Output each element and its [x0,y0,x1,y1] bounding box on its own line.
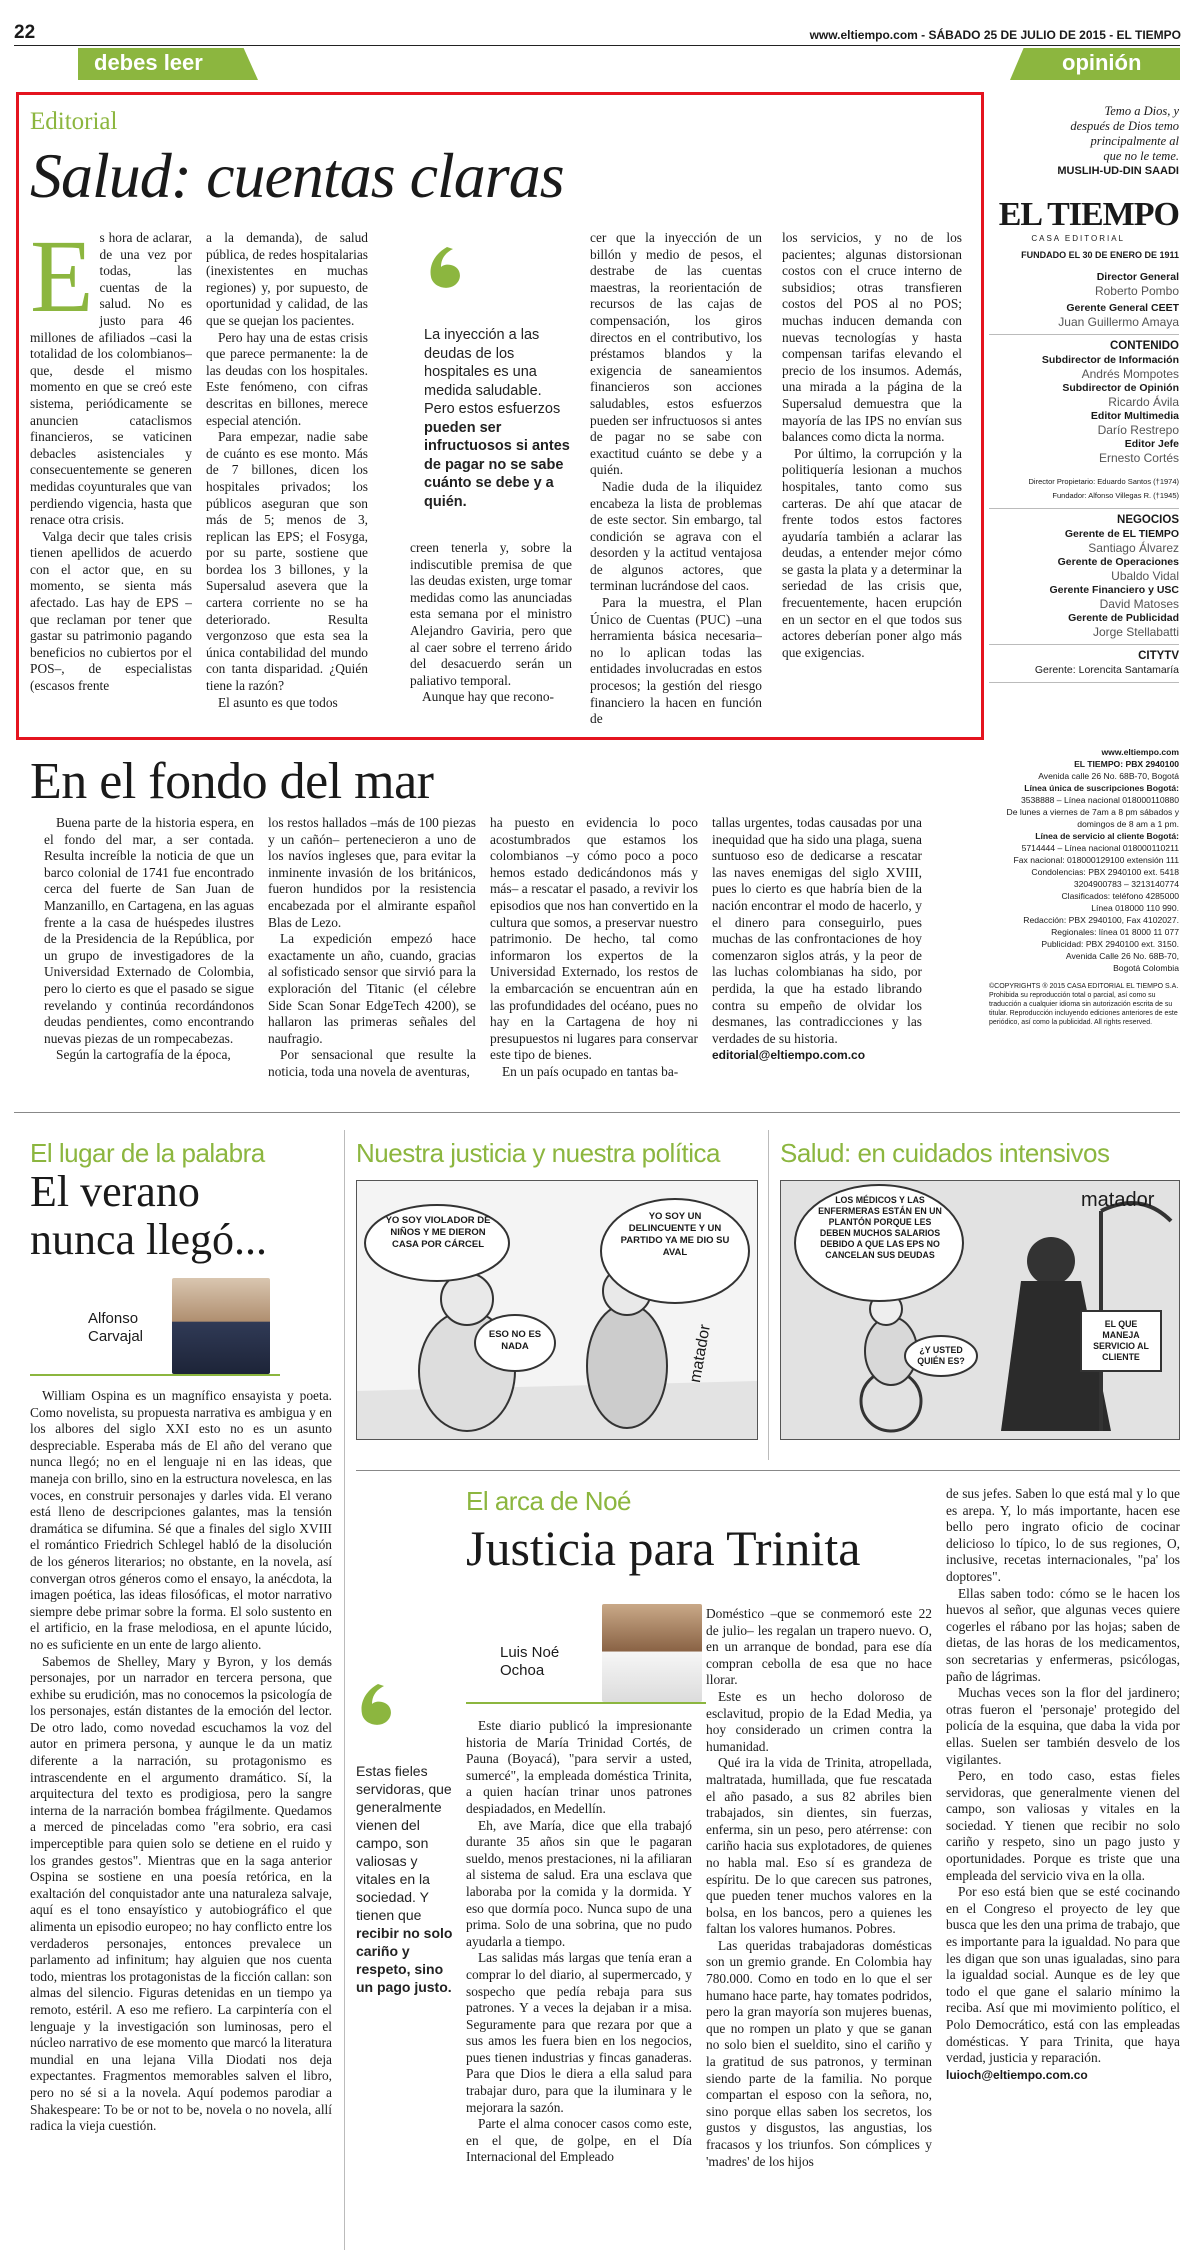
cartoon2-bubble-3: EL QUE MANEJA SERVICIO AL CLIENTE [1093,1319,1149,1362]
palabra-text [30,1388,332,2248]
masthead-motto [1009,104,1179,179]
editorial-col-1-para: Valga decir que tales crisis tienen apellidos de acuerdo con el actor que, en su momento, se sienta más afectado. Las hay de EPS –que reclaman por tener que gastar su patrimonio pagando beneficios no cubiertos por el POS–, de especialistas (escasos frente [30,528,192,694]
pull-quote-bold: pueden ser infructuosos si antes de pagar no se sabe cuánto se debe y a quién. [424,419,570,510]
contenido-role-4: Editor Jefe [1124,438,1179,450]
editorial-kicker: Editorial [30,108,118,135]
palabra-kicker: El lugar de la palabra [30,1138,265,1168]
contact-line-5: 3538888 – Línea nacional 018000110880 [1020,795,1179,805]
noe-kicker: El arca de Noé [466,1486,631,1516]
palabra-title-line-2: nunca llegó... [30,1215,268,1264]
editorial-col-2-para-2: Pero hay una de estas crisis que parece permanente: la de las deudas con los hospitales. Este fenómeno, con cifras descritas en billones, merece especial atención. [206,329,368,428]
mar-col-2-para-1: los restos hallados –más de 100 piezas y un cañón– pertenecieron a uno de los navíos ingleses que, para evitar la inminente invasión de los británicos, fueron hundidos por la resistencia encabezada por el almirante español Blas de Lezo. [268,815,476,930]
divider-mid [14,1112,1180,1113]
mar-col-2-para-3: Por sensacional que resulte la noticia, toda una novela de aventuras, [268,1047,476,1079]
editorial-col-3-para-2: Aunque hay que recono- [422,689,554,705]
motto-line-2: después de Dios temo [1070,119,1179,133]
editorial-col-2-para-1: a la demanda), de salud pública, de redes hospitalarias (inexistentes en muchas regiones) y, por supuesto, de oportunidad y calidad, de las que se quejan los pacientes. [206,230,368,328]
pull-quote-text: La inyección a las deudas de los hospitales es una medida saludable. Pero estos esfuerzos [424,327,561,417]
cartoon1-bubble-2: ESO NO ES NADA [488,1329,542,1352]
contenido-name-2: Ricardo Ávila [1108,395,1179,409]
staff-name-2: Juan Guillermo Amaya [1058,315,1179,329]
mar-email[interactable]: editorial@eltiempo.com.co [712,1048,866,1063]
noe-col-2-para-1: Doméstico –que se conmemoró este 22 de julio– les regalan un trapero nuevo. O, en un arranque de bondad, para ese día compran cebolla de esa que no hace llorar. [706,1606,932,1688]
copyright-text: ©COPYRIGHTS ® 2015 CASA EDITORIAL EL TIEMPO S.A. Prohibida su reproducción total o parcial, así como su traducción a cualquier idioma sin autorización escrita de su titular. Reproducción incluyendo ediciones anteriores de este periódico, así como la publicidad. All rights reserved. [989,983,1179,1026]
noe-quote-mark-icon [356,1680,400,1730]
palabra-vrule [344,1130,345,2250]
contenido-role-2: Subdirector de Opinión [1062,382,1179,394]
cartoon2-kicker: Salud: en cuidados intensivos [780,1138,1110,1168]
motto-line-3: principalmente al [1090,134,1179,148]
motto-author: MUSLIH-UD-DIN SAADI [1057,165,1179,177]
contact-line-9: 5714444 – Línea nacional 018000110211 [1021,843,1179,853]
mar-col-1 [44,815,254,1085]
palabra-author-first: Alfonso [88,1310,139,1327]
editorial-col-2-para-4: El asunto es que todos [218,694,338,710]
header-site-date: www.eltiempo.com - SÁBADO 25 DE JULIO DE 2015 - EL TIEMPO [809,28,1181,42]
el-tiempo-logo: EL TIEMPO [998,196,1179,233]
noe-col-3-para-1: de sus jefes. Saben lo que está mal y lo que es arepa. Y, lo más importante, hacen ese bello pero ingrato oficio de cocinar delicioso lo típico, lo de sus regiones, O, inclusive, recetas internacionales, "pa' los doptores". [946,1486,1180,1584]
page-number: 22 [14,22,36,43]
header-rule [14,45,1180,46]
noe-col-1-para-4: Parte el alma conocer casos como este, en el que, de golpe, en el Día Internacional del Empleado [466,2116,692,2165]
editorial-col-5-para-2: Por último, la corrupción y la politiquería lesionan a muchos hospitales, tanto como sus carteras. De ahí que atacar de frente todos estos factores ayudaría también a aclarar las deudas, a entender mejor cómo se gasta la plata y a determinar la seriedad de las crisis que, frecuentemente, hacen erupción en un sector en el que todos sus actores deberían poner algo más que exigencias. [782,445,962,660]
quote-mark-icon [425,243,469,293]
contenido-name-3: Darío Restrepo [1097,423,1179,437]
editorial-col-4 [590,230,762,728]
negocios-name-3: David Matoses [1099,597,1179,611]
noe-col-1-para-2: Eh, ave María, dice que ella trabajó durante 35 años sin que le pagaran sueldo, menos prestaciones, ni la afiliaran al sistema de salud. Era una esclava que laboraba por la comida y la dormida. Y eso que dormía poco. Nunca supo de una prima. Solo de una sobrina, que no pudo ayudarla a tiempo. [466,1817,692,1949]
contenido-name-1: Andrés Mompotes [1081,367,1179,381]
mar-col-4 [712,815,922,1085]
editorial-title: Salud: cuentas claras [30,140,564,211]
cartoon1-image [356,1180,758,1440]
negocios-title: NEGOCIOS [1117,514,1179,526]
citytv-manager: Gerente: Lorencita Santamaría [1034,664,1179,676]
cartoon1-bubble-1: YO SOY VIOLADOR DE NIÑOS Y ME DIERON CASA POR CÁRCEL [385,1215,491,1250]
noe-photo-rule [466,1702,706,1704]
contact-line-14: Línea 018000 110 990. [1091,903,1179,913]
noe-pull-quote [356,1762,456,1996]
staff-name-1: Roberto Pombo [1094,284,1179,298]
mar-col-3 [490,815,698,1085]
contact-line-1: www.eltiempo.com [1101,747,1179,757]
masthead-staff [989,270,1179,687]
contenido-role-3: Editor Multimedia [1090,410,1179,422]
editorial-col-3 [410,540,572,730]
negocios-name-1: Santiago Álvarez [1088,541,1179,555]
masthead-rule-4 [989,682,1179,683]
negocios-name-2: Ubaldo Vidal [1111,569,1179,583]
noe-col-2 [706,1474,932,2248]
noe-col-3-para-2: Ellas saben todo: cómo se le hacen los huevos al señor, que algunas veces quiere cogerles el rábano por las hojas; saben de dietas, de las horas de los medicamentos, son secretarias y enfermeras, psicólogas, paño de lágrimas. [946,1585,1180,1684]
contenido-name-4: Ernesto Cortés [1098,451,1179,465]
negocios-role-2: Gerente de Operaciones [1057,556,1179,568]
masthead-rule-1 [989,334,1179,335]
noe-quote-text: Estas fieles servidoras, que generalmente vienen del campo, son valiosas y vitales en la sociedad. Y tienen que [356,1763,452,1923]
negocios-role-3: Gerente Financiero y USC [1049,584,1179,596]
mar-col-4-para-1: tallas urgentes, todas causadas por una inequidad que ha sido una plaga, suena suntuoso eso de dedicarse a rescatar las naves enemigas del siglo XVIII, pues lo cierto es que habría bien de la nación encontrar el modo de hacerlo, y el dinero para conseguirlo, pues muchas de las confrontaciones de hoy comenzaron siglos atrás, y la peor de las luchas colombianas ha sido, por perdida, la que ha estado librando contra su empeño de olvidar los desmanes, las contradicciones y las verdades de su historia. [712,815,922,1046]
noe-col-2-para-3: Qué ira la vida de Trinita, atropellada, maltratada, humillada, que fue rescatada el año pasado, a sus 82 abriles bien trabajados, sin dientes, sin fuerzas, enferma, sin un peso, pero atérrense: con cariño hacia sus explotadores, de quienes no habla mal. Eso sí es grandeza de espíritu. De lo que carecen sus patrones, que pueden tener muchos valores en la bolsa, en los bancos, pero a quienes les faltan los valores humanos. Pobres. [706,1755,932,1937]
contact-line-3: Avenida calle 26 No. 68B-70, Bogotá [1038,771,1179,781]
noe-author-first: Luis Noé [500,1644,560,1661]
noe-author-last: Ochoa [500,1662,545,1679]
palabra-para-1: William Ospina es un magnífico ensayista y poeta. Como novelista, su propuesta narrativa es ambigua y en los albores del siglo XXI esto no es un asunto despreciable. Esperaba más de El año del verano que nunca llegó; no en el lenguaje ni en las ideas, que maneja con brillo, sino en la estructura novelesca, en las voces, en construir personajes y darles vida. El verano está lleno de descripciones galantes, mas la tensión dramática se difumina. Sé que a finales del siglo XVIII el romántico Friedrich Schlegel habló de la disolución de los géneros literarios; no obstante, en la novela, así convergan otros géneros como el ensayo, la anécdota, la imagen poética, las ideas filosóficas, el motor narrativo siempre debe primar sobre la forma. El solo sustento en el artificio, en la frase melodiosa, en el apunte lúcido, no es suficiente en un ente de largo aliento. [30,1388,332,1652]
editorial-col-1-text: s hora de aclarar, de una vez por todas, las cuentas de la salud. No es justo para 46 millones de afiliados –casi la totalidad de los colombianos– que, desde el mismo momento en que se creó este sistema, periódicamente se anuncien cataclismos financieros, se vaticinen debacles asistenciales y consecuentemente se generen medidas coyunturales que van perdiendo vigencia, hasta que renace otra crisis. [30,230,192,528]
contact-line-7: domingos de 8 am a 1 pm. [1077,819,1179,829]
mar-col-2 [268,815,476,1085]
negocios-role-1: Gerente de EL TIEMPO [1064,528,1179,540]
palabra-photo-rule [30,1374,280,1376]
mar-col-1-para-1: Buena parte de la historia espera, en el fondo del mar, a ser contada. Resulta increíble la noticia de que un barco colonial de 1741 fue encontrado cerca del fuerte de San Juan de Manzanillo, en Cartagena, en las aguas frente a la casa de huéspedes ilustres de la Presidencia de la República, por un grupo de investigadores de la Universidad Externado de Colombia, pero lo cierto es que el pasado se sigue revelando y continúa recordándonos deudas pendientes, como encontrando nuevas piezas de un rompecabezas. [44,815,254,1046]
cartoon1-signature: matador [687,1323,714,1384]
noe-quote-bold: recibir no solo cariño y respeto, sino un pago justo. [356,1925,453,1995]
noe-col-3-para-3: Muchas veces son la flor del jardinero; otras fueron el 'personaje' protegido del policía de la esquina, que daba la vida por ellas. Suelen ser también desvelo de los vigilantes. [946,1685,1180,1767]
contact-line-11: Condolencias: PBX 2940100 ext. 5418 [1031,867,1179,877]
contact-line-19: Bogotá Colombia [1113,963,1179,973]
contact-line-10: Fax nacional: 018000129100 extensión 111 [1013,855,1179,865]
cartoon2-bubble-2: ¿Y USTED QUIÉN ES? [917,1345,965,1366]
logo-subtitle: CASA EDITORIAL [1031,234,1125,243]
owner-line-1: Director Propietario: Eduardo Santos (†1974) [1028,477,1179,486]
palabra-para-2: Sabemos de Shelley, Mary y Byron, y los demás personajes, por un narrador en tercera persona, que exhibe su erudición, mas no conocemos la psicología de los personajes, están distantes de la emoción del lector. De otro lado, como novedad escuchamos la voz del autor en primera persona, y aunque le da un matiz diferente a la narración, su protagonismo es intrascendente en el argumento dramático. Sí, la arquitectura del texto es prodigiosa, pero la sangre interna de la narración bombea frágilmente. Quedamos a merced de pinceladas como "era sobrio, era casi imperceptible para quien solo se detiene en el ruido y los grandes gestos". Mientras que en la saga anterior Ospina se sostiene en una poesía retórica, en la exaltación del conquistador ante una naturaleza salvaje, aquí es el tono ensayístico y autobiográfico el que alimenta un episodio europeo; no hay conflicto entre los verdaderos personajes, entonces prevalece un parlamento ad infinitum; hay alguien que nos cuenta todo, mientras los protagonistas de la ficción callan: son almas del silencio. Figuras detenidas en un tiempo ya remoto, estéril. A eso me refiero. La carpintería con el lenguaje y la investigación son luminosas, pero el núcleo narrativo de ese momento que marcó la literatura mundial en una lejana Villa Diodati nos deja expectantes. Fragmentos memorables salven el libro, pero no sé si a la novela. Aquí podemos parodiar a Shakespeare: To be or not to be, novela o no novela, allí radica la vieja cuestión. [30,1653,332,2134]
owner-line-2: Fundador: Alfonso Villegas R. (†1945) [1052,491,1179,500]
section-label-right: opinión [1062,50,1142,75]
noe-email[interactable]: luioch@eltiempo.com.co [946,2067,1088,2082]
cartoon1-kicker: Nuestra justicia y nuestra política [356,1138,721,1168]
contact-line-15: Redacción: PBX 2940100, Fax 4102027. [1023,915,1179,925]
mar-col-1-para-2: Según la cartografía de la época, [56,1047,231,1063]
founded-line: FUNDADO EL 30 DE ENERO DE 1911 [1021,250,1179,260]
noe-author-photo [602,1604,702,1702]
palabra-author-photo [172,1278,270,1374]
editorial-col-4-para-2: Nadie duda de la iliquidez encabeza la lista de problemas de este sector. Sin embargo, tal condición se agrava con el desorden y la actitud ventajosa de algunos actores, que terminan lucrándose del caos. [590,478,762,594]
mar-col-3-para-1: ha puesto en evidencia lo poco acostumbrados que estamos los colombianos –y cómo poco a poco hemos estado dedicándonos más y más– a rescatar el pasado, a revivir los episodios que nos han convertido en la cultura que somos, a preservar nuestro patrimonio. De hecho, tal como informaron los expertos de la Universidad Externado, los restos de la embarcación se encuentran aún en las profundidades del océano, pues no hay en la Cartagena de hoy ni presupuestos ni lugares para conservar este tipo de bienes. [490,815,698,1063]
contact-line-13: Clasificados: teléfono 4285000 [1061,891,1179,901]
editorial-col-4-para-1: cer que la inyección de un billón y medio de pesos, el destrabe de las cuentas maestras, la reorientación de recursos de las cajas de compensación, los giros directos en el contributivo, los préstamos blandos y la exigencia de saneamientos financieros son acciones saludables, estos esfuerzos pueden ser infructuosos si antes de pagar no se sabe con exactitud cuánto se debe y a quién. [590,230,762,478]
editorial-col-4-para-3: Para la muestra, el Plan Único de Cuentas (PUC) –una herramienta básica necesaria– no lo aplican todas las entidades involucradas en estos procesos; la gestión del riesgo financiero la hacen en función de [590,595,762,727]
motto-line-4: que no le teme. [1103,149,1179,163]
divider-cartoons [356,1470,1180,1471]
noe-col-1 [466,1718,692,2248]
staff-role-2: Gerente General CEET [1066,302,1179,314]
editorial-col-1 [30,230,192,728]
editorial-col-2 [206,230,368,728]
cartoon2-bubble-1: LOS MÉDICOS Y LAS ENFERMERAS ESTÁN EN UN PLANTÓN PORQUE LES DEBEN MUCHOS SALARIOS DEBIDO A QUE LAS EPS NO CANCELAN SUS DEUDAS [818,1195,942,1260]
cartoon-vrule [768,1130,769,1460]
mar-col-3-para-2: En un país ocupado en tantas ba- [502,1063,679,1079]
palabra-author-last: Carvajal [88,1328,144,1345]
negocios-name-4: Jorge Stellabatti [1092,625,1179,639]
contact-line-6: De lunes a viernes de 7am a 8 pm sábados y [1006,807,1179,817]
cartoon1-bubble-3: YO SOY UN DELINCUENTE Y UN PARTIDO YA ME DIO SU AVAL [620,1211,730,1258]
editorial-col-5 [782,230,962,728]
noe-col-1-para-3: Las salidas más largas que tenía eran a comprar lo del diario, al supermercado, y sospecho que pedía rebaja para sus patrones. Y a veces la dejaban ir a misa. Seguramente para que rezara por que a sus amos les fuera bien en los negocios, pues tienen industrias y fincas ganaderas. Para que Dios le diera a ella salud para trabajar duro, para que la iluminara y le mejorara la sazón. [466,1950,692,2115]
contact-line-4: Línea única de suscripciones Bogotá: [1024,783,1179,793]
noe-col-2-para-4: Las queridas trabajadoras domésticas son un gremio grande. En Colombia hay 780.000. Como en todo en lo que el ser humano hace parte, hay tomates podridos, pero la gran mayoría son mujeres buenas, que no rompen un plato y que se ganan no solo bien el sueldito, sino el cariño y la gratitud de sus patronos, y terminan siendo parte de la familia. No porque compartan el esposo con la señora, no, sino porque ellas saben los secretos, los gustos y disgustos, las angustias, los fracasos y los triunfos. Son cómplices y 'madres' de los hijos [706,1937,932,2169]
drop-cap: E [30,230,94,334]
masthead-rule-2 [989,508,1179,509]
contact-line-12: 3204900783 – 3213140774 [1073,879,1179,889]
masthead-contact [989,746,1179,1027]
contact-line-2: EL TIEMPO: PBX 2940100 [1074,759,1179,769]
noe-title: Justicia para Trinita [466,1520,861,1576]
staff-role-1: Director General [1096,271,1179,283]
editorial-col-2-para-3: Para empezar, nadie sabe de cuánto es ese monto. Más de 7 billones, dicen los hospitales privados; los públicos aseguran que son más de 5; menos de 3, replican las EPS; el Fosyga, por su parte, sostiene que bordea los 3 billones, y la Supersalud asevera que la cartera corriente no se ha deteriorado. Resulta vergonzoso que esta sea la única contabilidad del mundo con tanta disparidad. ¿Quién tiene la razón? [206,429,368,694]
editorial-col-5-para-1: los servicios, y no de los pacientes; algunas distorsionan costos con el cruce interno de subsidios; otras transfieren costos del POS al no POS; muchas inducen demanda con nuevas tecnologías y hasta compensan tarifas elevando el precio de los insumos. Además, una mirada a la página de la Supersalud demuestra que la mayoría de las IPS no envían sus balances como dicta la norma. [782,230,962,445]
cartoon2-image [780,1180,1180,1440]
contenido-title: CONTENIDO [1110,340,1179,352]
negocios-role-4: Gerente de Publicidad [1068,612,1179,624]
noe-col-3-para-4: Pero, en todo caso, estas fieles servidoras, que generalmente vienen del campo, son valiosas y vitales en la sociedad. Y tienen que recibir no solo cariño y respeto, sino un pago justo y oportunidades. Porque es triste que una empleada del servicio viva en la olla. [946,1768,1180,1883]
contenido-role-1: Subdirector de Información [1041,354,1179,366]
palabra-title-line-1: El verano [30,1167,200,1216]
contact-line-18: Avenida Calle 26 No. 68B-70, [1065,951,1179,961]
mar-title: En el fondo del mar [30,753,434,810]
contact-line-16: Regionales: línea 01 8000 11 077 [1051,927,1179,937]
noe-col-3-para-5: Por eso está bien que se esté cocinando en el Congreso el proyecto de ley que busca que les den una prima de trabajo, que es importante para la igualdad. No para que les digan que son unas igualadas, sino para la igualdad social. Aunque es de ley que todo el que gane el salario mínimo la reciba. Así que mi movimiento político, el Polo Democrático, está con las empleadas domésticas. Y para Trinita, que haya verdad, justicia y reparación. [946,1884,1180,2066]
section-label-left: debes leer [94,50,203,75]
noe-col-3 [946,1486,1180,2252]
mar-col-2-para-2: La expedición empezó hace exactamente un año, cuando, gracias al sofisticado sensor que sirvió para la exploración del Titanic (el célebre Side Scan Sonar EdgeTech 4200), se hallaron las primeras señales del naufragio. [268,931,476,1046]
palabra-author-name [88,1310,143,1346]
editorial-pull-quote [424,326,576,511]
cartoon2-signature: matador [1081,1189,1155,1211]
citytv-title: CITYTV [1138,650,1179,662]
noe-author-name [500,1644,559,1680]
contact-line-17: Publicidad: PBX 2940100 ext. 3150. [1041,939,1179,949]
editorial-col-3-para-1: creen tenerla y, sobre la indiscutible premisa de que las deudas existen, urge tomar medidas como las anunciadas esta semana por el ministro Alejandro Gaviria, pero que al caer sobre el terreno árido del desacuerdo serán un paliativo temporal. [410,540,572,688]
noe-col-1-para-1: Este diario publicó la impresionante historia de María Trinidad Cortés, de Pauna (Boyacá), "para servir a usted, sumercé", la empleada doméstica Trinita, a quien hacían trinar unos patrones despiadados, en Medellín. [466,1718,692,1816]
contact-line-8: Línea de servicio al cliente Bogotá: [1035,831,1179,841]
noe-col-2-para-2: Este es un hecho doloroso de esclavitud, propio de la Edad Media, ya hoy considerado un crimen contra la humanidad. [706,1688,932,1754]
motto-line-1: Temo a Dios, y [1104,104,1179,118]
masthead-rule-3 [989,644,1179,645]
